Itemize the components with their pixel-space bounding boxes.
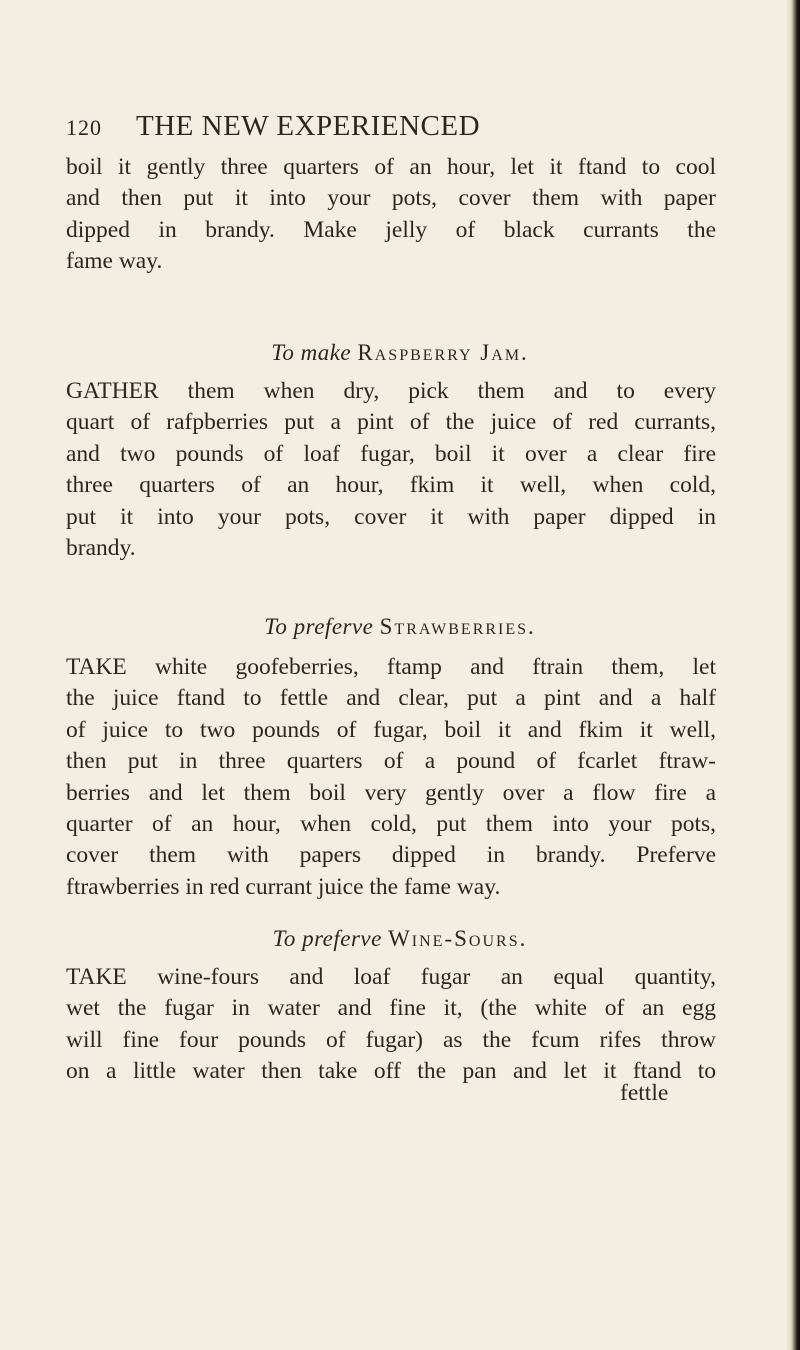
text-line: berries and let them boil very gently over a flow fire a — [66, 779, 716, 806]
recipe-strawberries — [66, 652, 716, 903]
heading-italic: To make — [271, 340, 352, 365]
text-line: of juice to two pounds of fugar, boil it and fkim it well, — [66, 716, 716, 743]
section-heading-strawberries — [0, 614, 800, 640]
heading-italic: To preferve — [264, 614, 374, 639]
text-line: the juice ftand to fettle and clear, put a pint and a half — [66, 685, 716, 712]
heading-caps: Strawberries. — [379, 614, 536, 639]
text-line: will fine four pounds of fugar) as the fcum rifes throw — [66, 1026, 716, 1053]
paragraph-continuation — [66, 152, 716, 278]
text-line: three quarters of an hour, fkim it well, when cold, — [66, 472, 716, 499]
page-edge-shadow — [786, 0, 800, 1350]
text-line: wet the fugar in water and fine it, (the white of an egg — [66, 995, 716, 1022]
running-title: THE NEW EXPERIENCED — [136, 110, 481, 142]
heading-caps: Raspberry Jam. — [357, 340, 529, 365]
text-line: fame way. — [66, 248, 163, 275]
recipe-raspberry-jam — [66, 376, 716, 564]
text-line: TAKE wine-fours and loaf fugar an equal quantity, — [66, 964, 716, 990]
page-header — [66, 110, 606, 143]
recipe-wine-sours — [66, 962, 716, 1088]
text-line: quarter of an hour, when cold, put them into your pots, — [66, 811, 716, 838]
section-heading-raspberry-jam — [0, 340, 800, 366]
text-line: then put in three quarters of a pound of fcarlet ftraw- — [66, 748, 716, 775]
text-line: dipped in brandy. Make jelly of black currants the — [66, 216, 716, 243]
text-line: put it into your pots, cover it with paper dipped in — [66, 503, 716, 530]
catchword: fettle — [620, 1080, 669, 1106]
text-line: boil it gently three quarters of an hour, let it ftand to cool — [66, 154, 716, 180]
text-line: and two pounds of loaf fugar, boil it over a clear fire — [66, 440, 716, 467]
section-heading-wine-sours — [0, 926, 800, 952]
heading-caps: Wine-Sours. — [388, 926, 528, 951]
text-line: brandy. — [66, 535, 136, 562]
text-line: cover them with papers dipped in brandy. Preferve — [66, 842, 716, 869]
heading-italic: To preferve — [272, 926, 382, 951]
text-line: TAKE white goofeberries, ftamp and ftrain them, let — [66, 654, 716, 680]
text-line: and then put it into your pots, cover them with paper — [66, 185, 716, 212]
text-line: GATHER them when dry, pick them and to every — [66, 378, 716, 404]
page-number: 120 — [66, 115, 102, 140]
text-line: on a little water then take off the pan and let it ftand to — [66, 1058, 716, 1085]
text-line: quart of rafpberries put a pint of the juice of red currants, — [66, 409, 716, 436]
text-line: ftrawberries in red currant juice the fame way. — [66, 873, 501, 900]
